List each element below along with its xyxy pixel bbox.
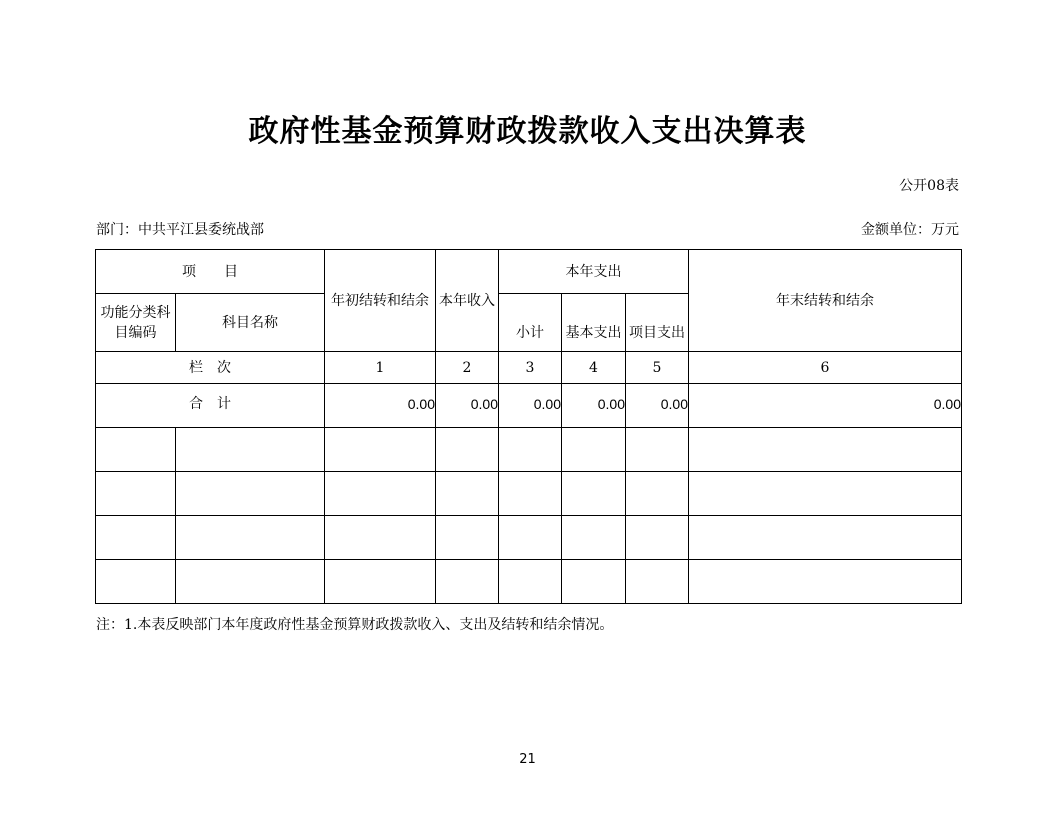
column-number: 6: [689, 352, 962, 384]
column-number: 5: [626, 352, 689, 384]
header-basic: 基本支出: [562, 294, 626, 352]
total-row-label: 合 计: [96, 384, 325, 428]
page-number: 21: [519, 752, 536, 767]
total-subtotal: 0.00: [499, 384, 562, 428]
form-number: 公开08表: [899, 178, 959, 194]
total-basic: 0.00: [562, 384, 626, 428]
header-subtotal: 小计: [499, 294, 562, 352]
header-begin-balance: 年初结转和结余: [325, 250, 436, 352]
column-number-row: [96, 352, 962, 384]
table-row: [96, 560, 962, 604]
column-number: 4: [562, 352, 626, 384]
header-income: 本年收入: [436, 250, 499, 352]
total-row: [96, 384, 962, 428]
header-func-code: 功能分类科目编码: [96, 294, 176, 352]
table-row: [96, 428, 962, 472]
column-row-label: 栏 次: [96, 352, 325, 384]
total-begin-balance: 0.00: [325, 384, 436, 428]
header-item: 项 目: [96, 250, 325, 294]
total-project: 0.00: [626, 384, 689, 428]
header-project: 项目支出: [626, 294, 689, 352]
page-title: 政府性基金预算财政拨款收入支出决算表: [248, 114, 807, 149]
table-note: 注：1.本表反映部门本年度政府性基金预算财政拨款收入、支出及结转和结余情况。: [96, 617, 614, 633]
table-row: [96, 472, 962, 516]
column-number: 2: [436, 352, 499, 384]
header-subject-name: 科目名称: [176, 294, 325, 352]
department-label: 部门：中共平江县委统战部: [96, 222, 264, 238]
fund-budget-table: [95, 249, 962, 604]
header-end-balance: 年末结转和结余: [689, 250, 962, 352]
header-expense: 本年支出: [499, 250, 689, 294]
column-number: 3: [499, 352, 562, 384]
table-row: [96, 516, 962, 560]
amount-unit-label: 金额单位：万元: [861, 222, 959, 238]
total-income: 0.00: [436, 384, 499, 428]
column-number: 1: [325, 352, 436, 384]
total-end-balance: 0.00: [689, 384, 962, 428]
